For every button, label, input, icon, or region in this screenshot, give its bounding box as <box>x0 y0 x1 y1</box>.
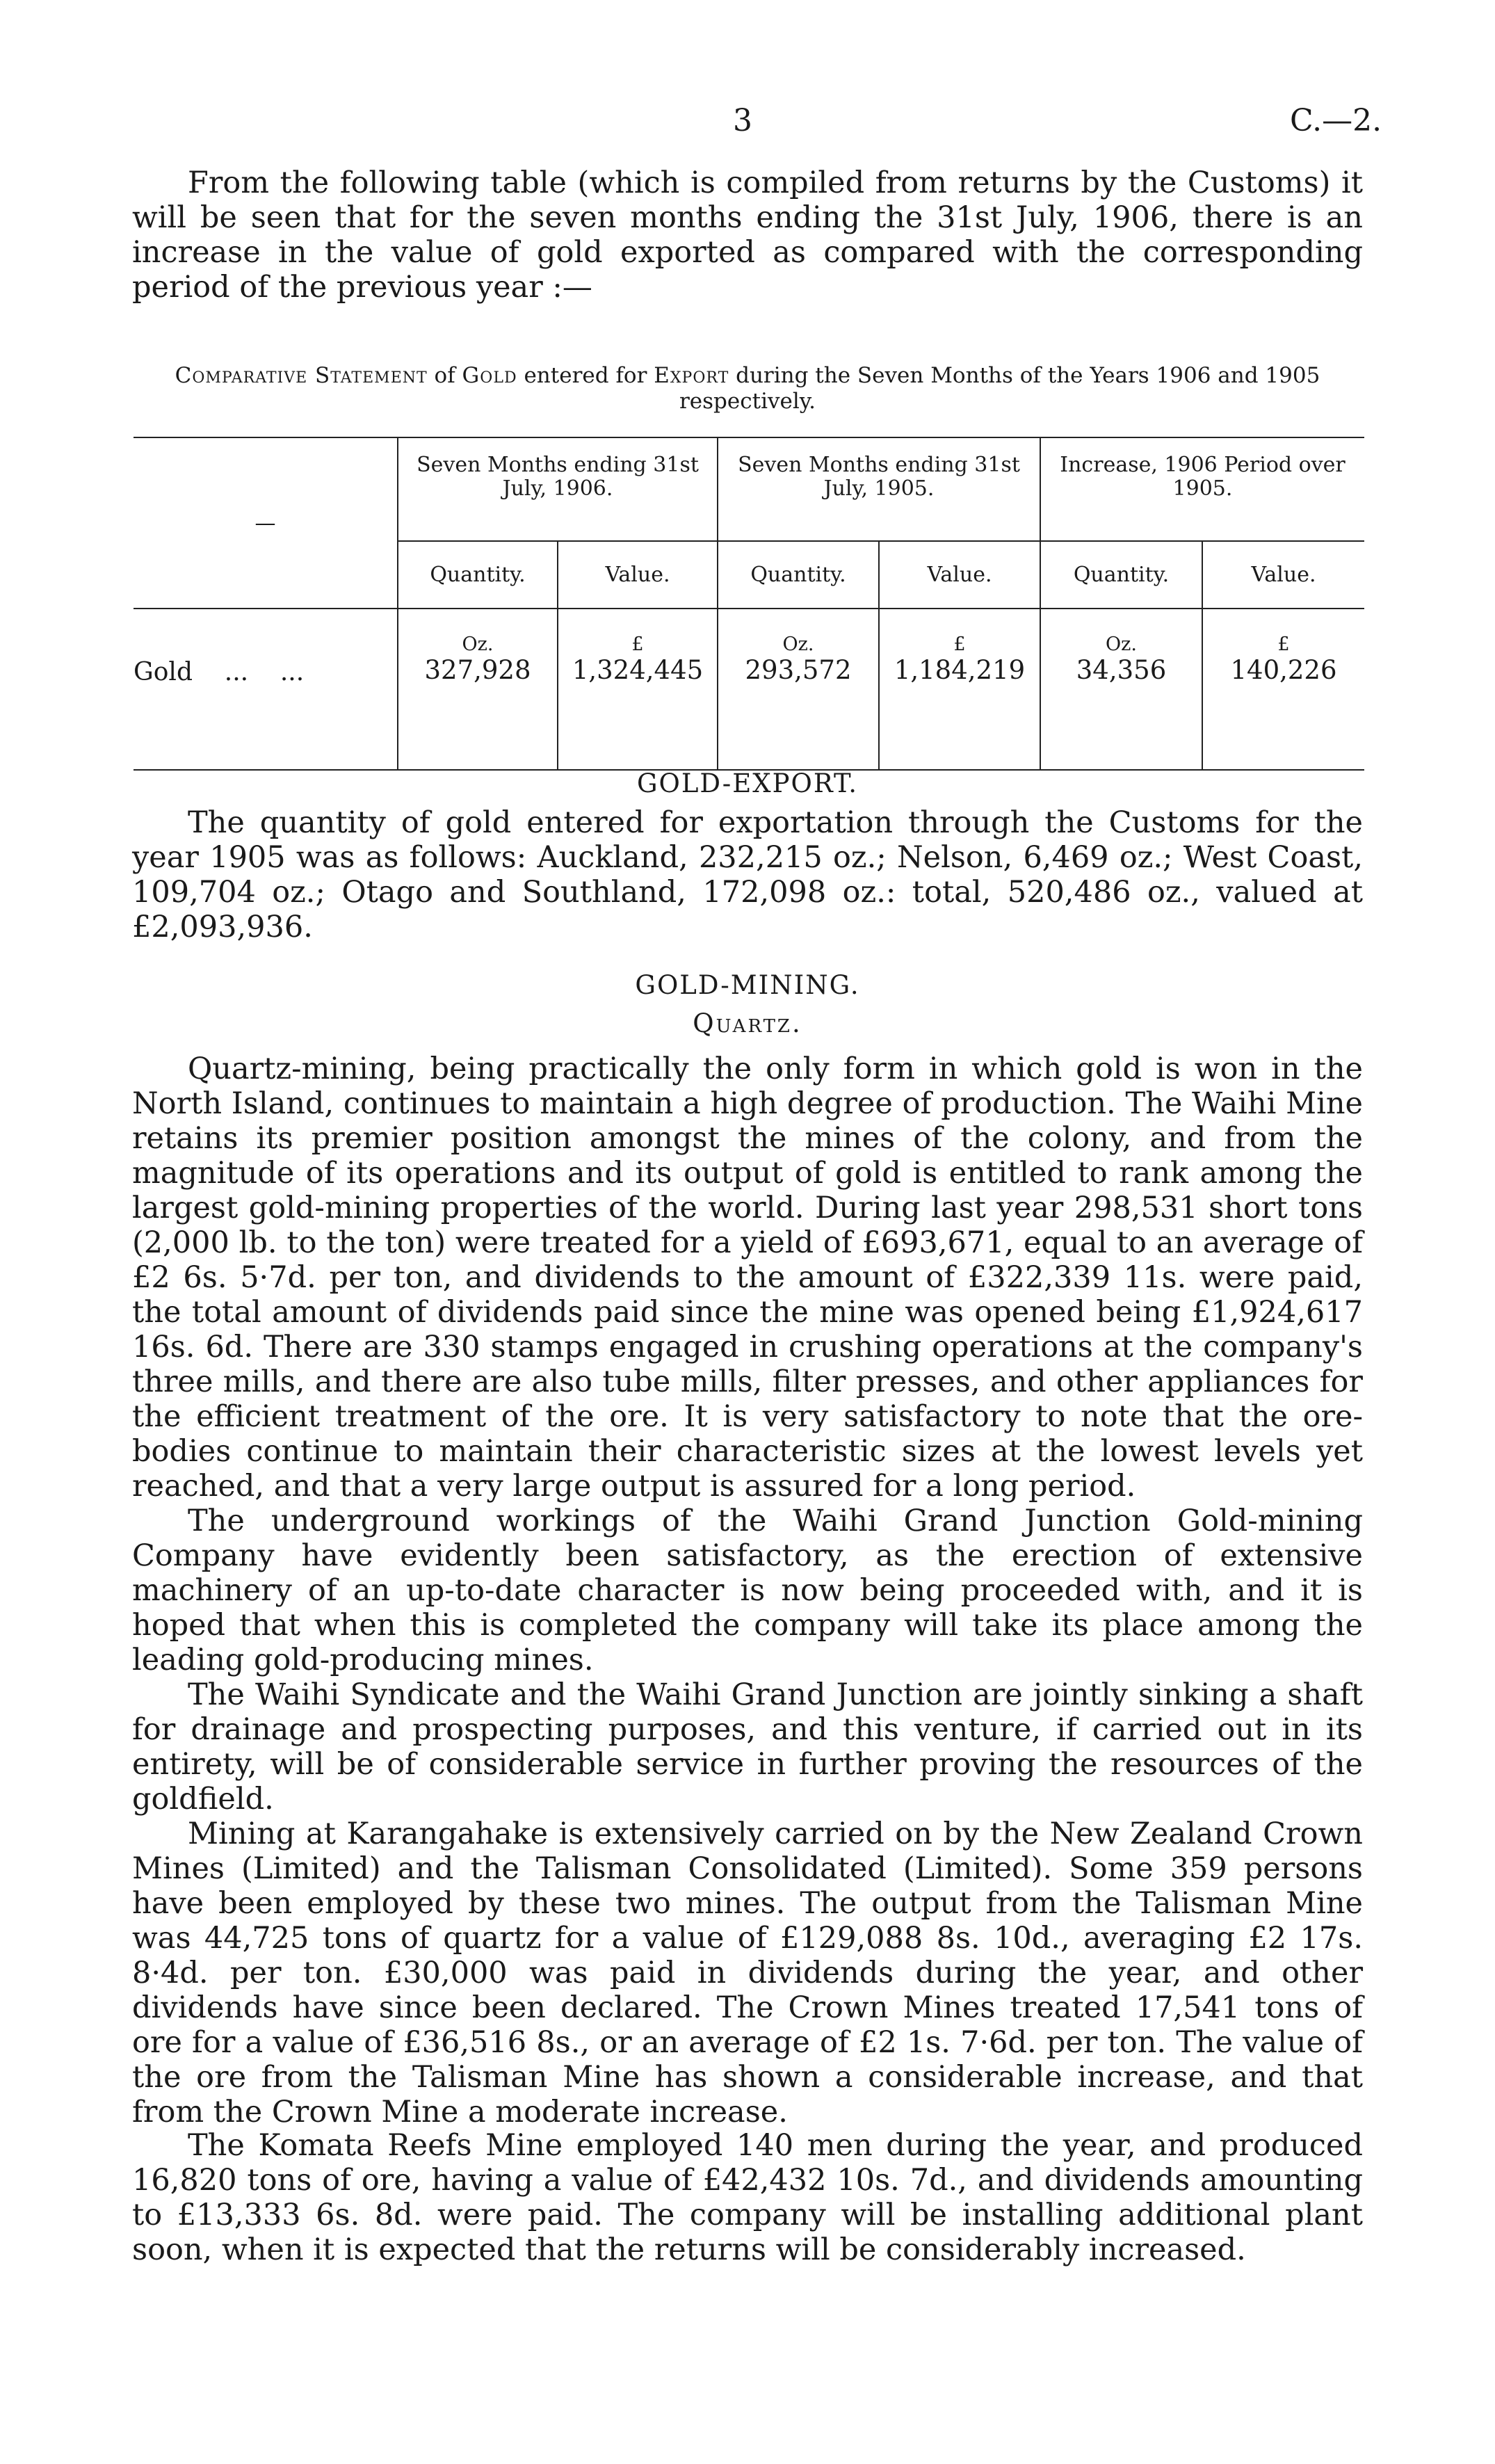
value: 1,184,219 <box>894 655 1026 685</box>
subheader-value-increase: Value. <box>1202 541 1364 609</box>
value: 327,928 <box>424 655 531 685</box>
cell-quantity-1906 <box>398 609 558 770</box>
value: 140,226 <box>1230 655 1337 685</box>
caption-entered-for: entered for <box>517 363 654 388</box>
page-number: 3 <box>733 103 752 138</box>
gold-export-paragraph: The quantity of gold entered for exportation through the Customs for the year 1905 was as follows: Auckland, 232,215 oz.; Nelson, 6,469 oz.; West Coast, 109,704 oz.; Otago and Southland, 172,098 oz.: total, 520,486 oz., valued at £2,093,936. <box>132 805 1363 944</box>
row-label-gold <box>134 609 398 770</box>
row-label-text: Gold ... ... <box>134 658 305 686</box>
caption-of: of <box>427 363 462 388</box>
paragraph-grand-junction: The underground workings of the Waihi Grand Junction Gold-mining Company have evidently been satisfactory, as the erection of extensive machinery of an up-to-date character is now being proceeded with, and it is hoped that when this is completed the company will take its place among the leading gold-producing mines. <box>132 1504 1363 1677</box>
caption-gold: Gold <box>462 363 517 388</box>
caption-export: Export <box>654 363 729 388</box>
caption-rest: during the Seven Months of the Years 1906 and 1905 respectively. <box>679 363 1320 414</box>
cell-value-1905 <box>879 609 1040 770</box>
table-corner-cell <box>134 437 398 609</box>
gold-mining-heading: GOLD-MINING. <box>635 970 860 1000</box>
cell-value-increase <box>1202 609 1364 770</box>
value: 293,572 <box>745 655 852 685</box>
unit-oz: Oz. <box>782 634 814 655</box>
gold-export-heading: GOLD-EXPORT. <box>636 768 859 798</box>
value: 34,356 <box>1076 655 1167 685</box>
subheader-quantity-1906: Quantity. <box>398 541 558 609</box>
unit-oz: Oz. <box>462 634 494 655</box>
unit-pound: £ <box>953 634 966 655</box>
subheader-value-1906: Value. <box>558 541 718 609</box>
table-caption <box>132 363 1363 414</box>
subheader-quantity-increase: Quantity. <box>1040 541 1202 609</box>
paragraph-karangahake: Mining at Karangahake is extensively carried on by the New Zealand Crown Mines (Limited) and the Talisman Consolidated (Limited). Some 359 persons have been employed by these two mines. The output from the Talisman Mine was 44,725 tons of quartz for a value of £129,088 8s. 10d., averaging £2 17s. 8·4d. per ton. £30,000 was paid in dividends during the year, and other dividends have since been declared. The Crown Mines treated 17,541 tons of ore for a value of £36,516 8s., or an average of £2 1s. 7·6d. per ton. The value of the ore from the Talisman Mine has shown a considerable increase, and that from the Crown Mine a moderate increase. <box>132 1817 1363 2129</box>
cell-quantity-increase <box>1040 609 1202 770</box>
paragraph-waihi-syndicate: The Waihi Syndicate and the Waihi Grand Junction are jointly sinking a shaft for drainage and prospecting purposes, and this venture, if carried out in its entirety, will be of considerable service in further proving the resources of the goldfield. <box>132 1677 1363 1817</box>
table-row <box>134 609 1364 770</box>
unit-pound: £ <box>1277 634 1290 655</box>
group-header-increase: Increase, 1906 Period over 1905. <box>1040 437 1364 541</box>
quartz-subheading: Quartz. <box>693 1008 802 1038</box>
unit-pound: £ <box>631 634 644 655</box>
gold-export-table <box>134 437 1364 771</box>
cell-quantity-1905 <box>718 609 879 770</box>
unit-oz: Oz. <box>1106 634 1137 655</box>
table-corner-dash: — <box>254 510 276 536</box>
subheader-value-1905: Value. <box>879 541 1040 609</box>
group-header-1906: Seven Months ending 31st July, 1906. <box>398 437 718 541</box>
document-reference: C.—2. <box>1290 103 1382 138</box>
subheader-quantity-1905: Quantity. <box>718 541 879 609</box>
paragraph-waihi-mine: Quartz-mining, being practically the only form in which gold is won in the North Island, continues to maintain a high degree of production. The Waihi Mine retains its premier position amongst the mines of the colony, and from the magnitude of its operations and its output of gold is entitled to rank among the largest gold-mining properties of the world. During last year 298,531 short tons (2,000 lb. to the ton) were treated for a yield of £693,671, equal to an average of £2 6s. 5·7d. per ton, and dividends to the amount of £322,339 11s. were paid, the total amount of dividends paid since the mine was opened being £1,924,617 16s. 6d. There are 330 stamps engaged in crushing operations at the company's three mills, and there are also tube mills, filter presses, and other appliances for the efficient treatment of the ore. It is very satisfactory to note that the ore-bodies continue to maintain their characteristic sizes at the lowest levels yet reached, and that a very large output is assured for a long period. <box>132 1052 1363 1504</box>
intro-paragraph: From the following table (which is compiled from returns by the Customs) it will be seen that for the seven months ending the 31st July, 1906, there is an increase in the value of gold exported as compared with the corresponding period of the previous year :— <box>132 166 1363 305</box>
caption-comparative-statement: Comparative Statement <box>175 363 428 388</box>
cell-value-1906 <box>558 609 718 770</box>
value: 1,324,445 <box>572 655 704 685</box>
paragraph-komata-reefs: The Komata Reefs Mine employed 140 men during the year, and produced 16,820 tons of ore, having a value of £42,432 10s. 7d., and dividends amounting to £13,333 6s. 8d. were paid. The company will be installing additional plant soon, when it is expected that the returns will be considerably increased. <box>132 2128 1363 2267</box>
group-header-1905: Seven Months ending 31st July, 1905. <box>718 437 1040 541</box>
